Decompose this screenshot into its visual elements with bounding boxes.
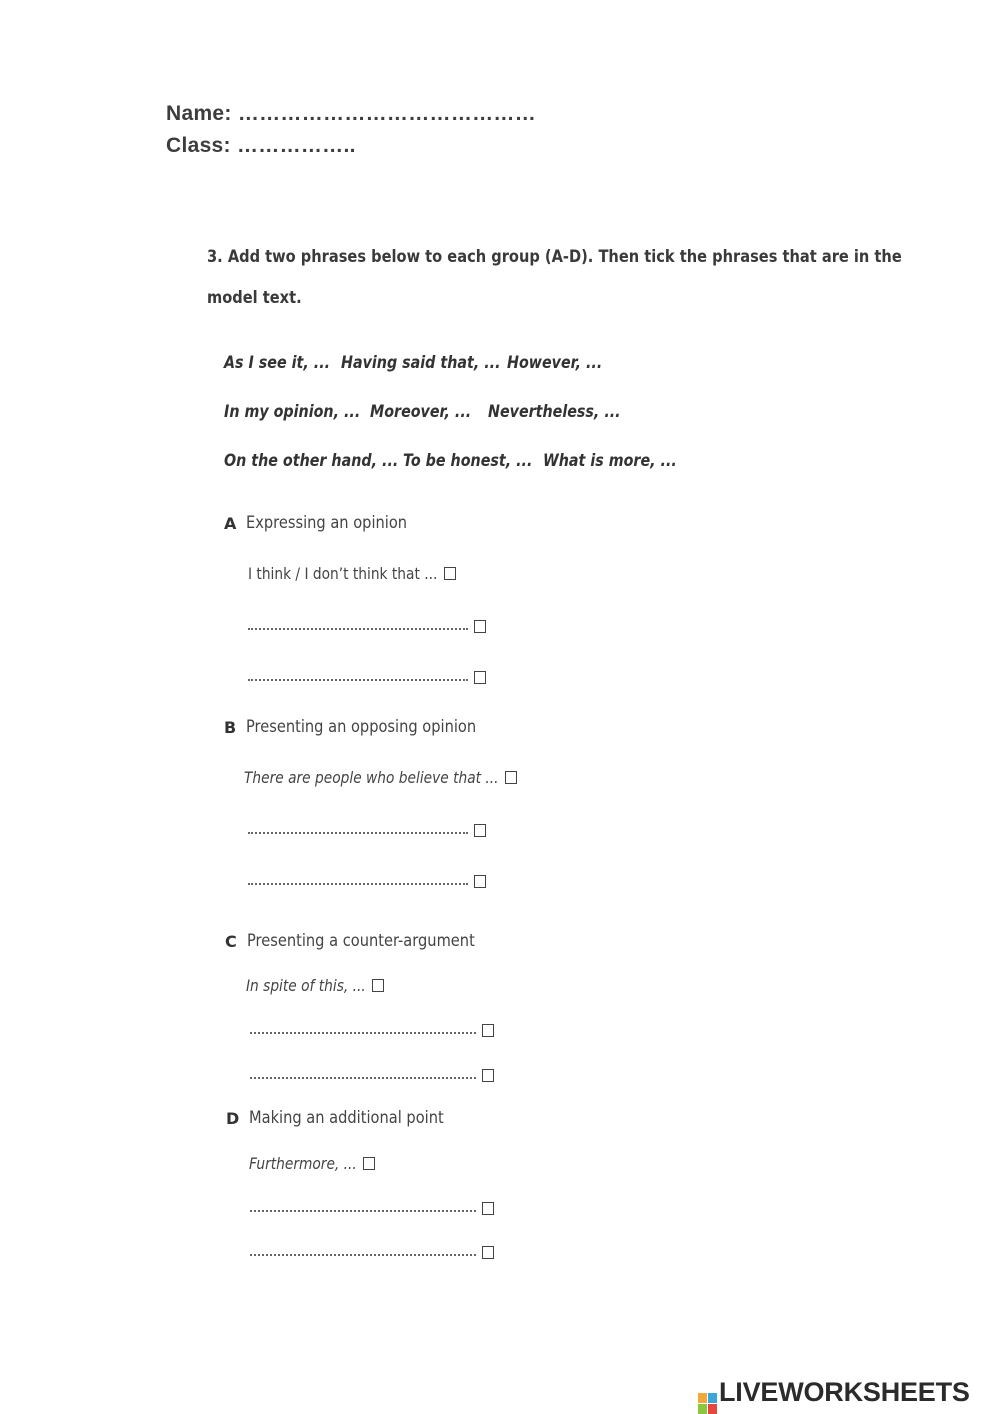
answer-blank[interactable] (250, 1244, 476, 1256)
answer-row (250, 1067, 494, 1086)
answer-row (248, 822, 486, 841)
class-field-line: Class: …………….. (166, 134, 356, 157)
example-phrase: There are people who believe that ... (244, 768, 499, 787)
tick-checkbox[interactable] (363, 1157, 375, 1170)
phrase-item: Nevertheless, ... (488, 402, 621, 422)
tick-checkbox[interactable] (505, 771, 517, 784)
answer-row (250, 1022, 494, 1041)
tick-checkbox[interactable] (482, 1246, 494, 1259)
example-phrase-row (244, 768, 517, 788)
instruction-line-1: 3. Add two phrases below to each group (A-D). Then tick the phrases that are in the (207, 247, 902, 267)
answer-blank[interactable] (250, 1067, 476, 1079)
example-phrase-row (248, 564, 456, 584)
group-title: Presenting an opposing opinion (246, 717, 477, 737)
tick-checkbox[interactable] (474, 671, 486, 684)
phrase-item: As I see it, ... (224, 353, 331, 373)
example-phrase: In spite of this, ... (246, 976, 366, 995)
phrase-item: What is more, ... (543, 451, 677, 471)
answer-row (248, 873, 486, 892)
watermark-text: LIVEWORKSHEETS (719, 1377, 970, 1407)
tick-checkbox[interactable] (372, 979, 384, 992)
group-letter: A (224, 514, 237, 533)
group-letter: C (225, 932, 237, 951)
answer-blank[interactable] (248, 618, 468, 630)
instruction-line-2: model text. (207, 288, 302, 308)
answer-row (248, 618, 486, 637)
tick-checkbox[interactable] (474, 824, 486, 837)
example-phrase-row (249, 1154, 375, 1174)
group-title: Making an additional point (249, 1108, 444, 1128)
example-phrase: Furthermore, ... (249, 1154, 357, 1173)
phrase-item: However, ... (507, 353, 603, 373)
name-field-line: Name: …………………………………… (166, 102, 537, 125)
tick-checkbox[interactable] (474, 620, 486, 633)
tick-checkbox[interactable] (474, 875, 486, 888)
answer-row (248, 669, 486, 688)
answer-blank[interactable] (248, 669, 468, 681)
tick-checkbox[interactable] (482, 1069, 494, 1082)
tick-checkbox[interactable] (444, 567, 456, 580)
answer-blank[interactable] (250, 1022, 476, 1034)
answer-blank[interactable] (248, 873, 468, 885)
answer-blank[interactable] (250, 1200, 476, 1212)
phrase-item: Moreover, ... (370, 402, 472, 422)
example-phrase-row (246, 976, 384, 996)
liveworksheets-logo (698, 1377, 970, 1414)
answer-row (250, 1200, 494, 1219)
liveworksheets-mark-icon (698, 1393, 717, 1414)
example-phrase: I think / I don’t think that ... (248, 564, 438, 583)
phrase-item: To be honest, ... (403, 451, 533, 471)
group-letter: D (226, 1109, 240, 1128)
answer-blank[interactable] (248, 822, 468, 834)
phrase-item: Having said that, ... (341, 353, 501, 373)
phrase-item: In my opinion, ... (224, 402, 361, 422)
group-letter: B (224, 718, 237, 737)
answer-row (250, 1244, 494, 1263)
phrase-item: On the other hand, ... (224, 451, 399, 471)
tick-checkbox[interactable] (482, 1202, 494, 1215)
group-title: Expressing an opinion (246, 513, 408, 533)
tick-checkbox[interactable] (482, 1024, 494, 1037)
group-title: Presenting a counter-argument (247, 931, 475, 951)
